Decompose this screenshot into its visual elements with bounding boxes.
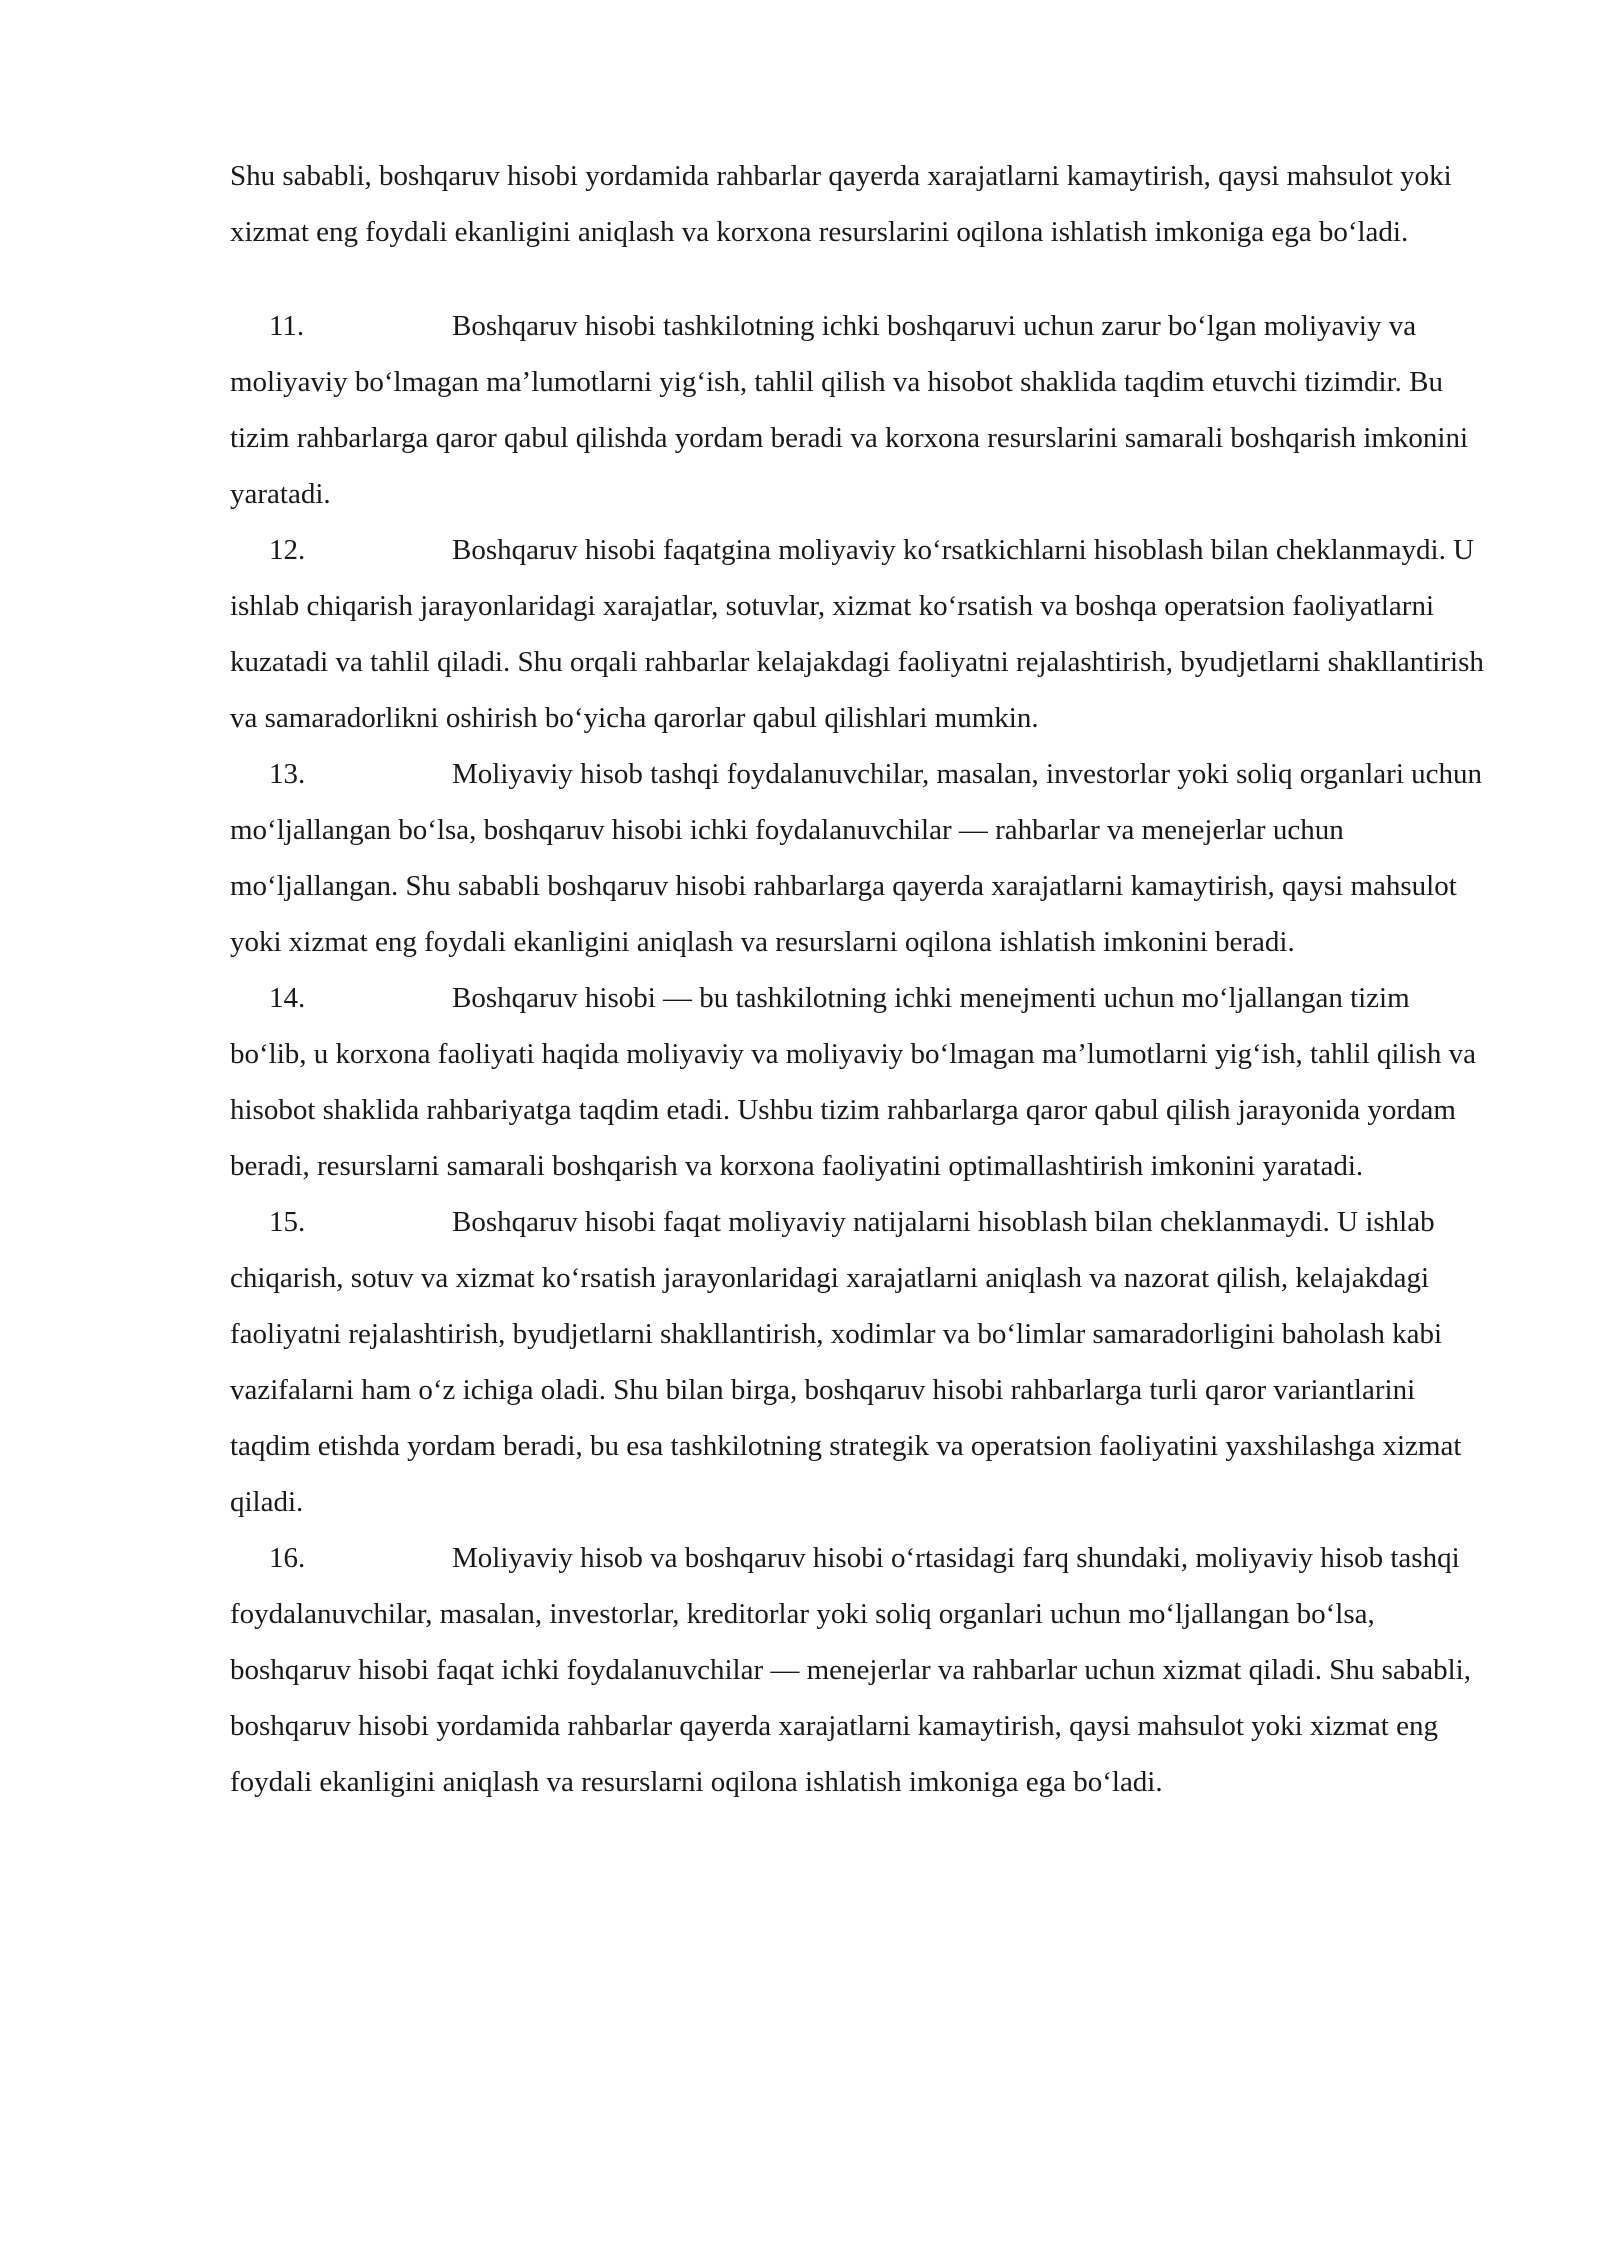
list-item-number: 13. [269, 758, 306, 790]
list-item-11 [230, 298, 1490, 522]
list-item-12 [230, 522, 1490, 746]
list-item-text: Boshqaruv hisobi tashkilotning ichki boshqaruvi uchun zarur bo‘lgan moliyaviy va moliyaviy bo‘lmagan ma’lumotlarni yig‘ish, tahlil qilish va hisobot shaklida taqdim etuvchi tizimdir. Bu tizim rahbarlarga qaror qabul qilishda yordam beradi va korxona resurslarini samarali boshqarish imkonini yaratadi. [230, 310, 1469, 510]
list-item-text: Boshqaruv hisobi faqatgina moliyaviy ko‘rsatkichlarni hisoblash bilan cheklanmaydi. U ishlab chiqarish jarayonlaridagi xarajatlar, sotuvlar, xizmat ko‘rsatish va boshqa operatsion faoliyatlarni kuzatadi va tahlil qiladi. Shu orqali rahbarlar kelajakdagi faoliyatni rejalashtirish, byudjetlarni shakllantirish va samaradorlikni oshirish bo‘yicha qarorlar qabul qilishlari mumkin. [230, 534, 1484, 734]
list-item-text: Moliyaviy hisob tashqi foydalanuvchilar, masalan, investorlar yoki soliq organlari uchun mo‘ljallangan bo‘lsa, boshqaruv hisobi ichki foydalanuvchilar — rahbarlar va menejerlar uchun mo‘ljallangan. Shu sababli boshqaruv hisobi rahbarlarga qayerda xarajatlarni kamaytirish, qaysi mahsulot yoki xizmat eng foydali ekanligini aniqlash va resurslarni oqilona ishlatish imkonini beradi. [230, 758, 1483, 958]
list-item-number: 12. [269, 534, 306, 566]
list-item-number: 15. [269, 1206, 306, 1238]
list-item-text: Boshqaruv hisobi faqat moliyaviy natijalarni hisoblash bilan cheklanmaydi. U ishlab chiqarish, sotuv va xizmat ko‘rsatish jarayonlaridagi xarajatlarni aniqlash va nazorat qilish, kelajakdagi faoliyatni rejalashtirish, byudjetlarni shakllantirish, xodimlar va bo‘limlar samaradorligini baholash kabi vazifalarni ham o‘z ichiga oladi. Shu bilan birga, boshqaruv hisobi rahbarlarga turli qaror variantlarini taqdim etishda yordam beradi, bu esa tashkilotning strategik va operatsion faoliyatini yaxshilashga xizmat qiladi. [230, 1206, 1462, 1518]
list-item-text: Moliyaviy hisob va boshqaruv hisobi o‘rtasidagi farq shundaki, moliyaviy hisob tashqi foydalanuvchilar, masalan, investorlar, kreditorlar yoki soliq organlari uchun mo‘ljallangan bo‘lsa, boshqaruv hisobi faqat ichki foydalanuvchilar — menejerlar va rahbarlar uchun xizmat qiladi. Shu sababli, boshqaruv hisobi yordamida rahbarlar qayerda xarajatlarni kamaytirish, qaysi mahsulot yoki xizmat eng foydali ekanligini aniqlash va resurslarni oqilona ishlatish imkoniga ega bo‘ladi. [230, 1542, 1471, 1798]
list-item-number: 11. [269, 310, 305, 342]
list-item-13 [230, 746, 1490, 970]
document-page [230, 148, 1490, 1810]
intro-paragraph: Shu sababli, boshqaruv hisobi yordamida rahbarlar qayerda xarajatlarni kamaytirish, qaysi mahsulot yoki xizmat eng foydali ekanligini aniqlash va korxona resurslarini oqilona ishlatish imkoniga ega bo‘ladi. [230, 160, 1452, 248]
list-item-number: 14. [269, 982, 306, 1014]
list-item-15 [230, 1194, 1490, 1530]
list-item-16 [230, 1530, 1490, 1810]
list-item-number: 16. [269, 1542, 306, 1574]
list-item-text: Boshqaruv hisobi — bu tashkilotning ichki menejmenti uchun mo‘ljallangan tizim bo‘lib, u korxona faoliyati haqida moliyaviy va moliyaviy bo‘lmagan ma’lumotlarni yig‘ish, tahlil qilish va hisobot shaklida rahbariyatga taqdim etadi. Ushbu tizim rahbarlarga qaror qabul qilish jarayonida yordam beradi, resurslarni samarali boshqarish va korxona faoliyatini optimallashtirish imkonini yaratadi. [230, 982, 1476, 1182]
list-item-14 [230, 970, 1490, 1194]
